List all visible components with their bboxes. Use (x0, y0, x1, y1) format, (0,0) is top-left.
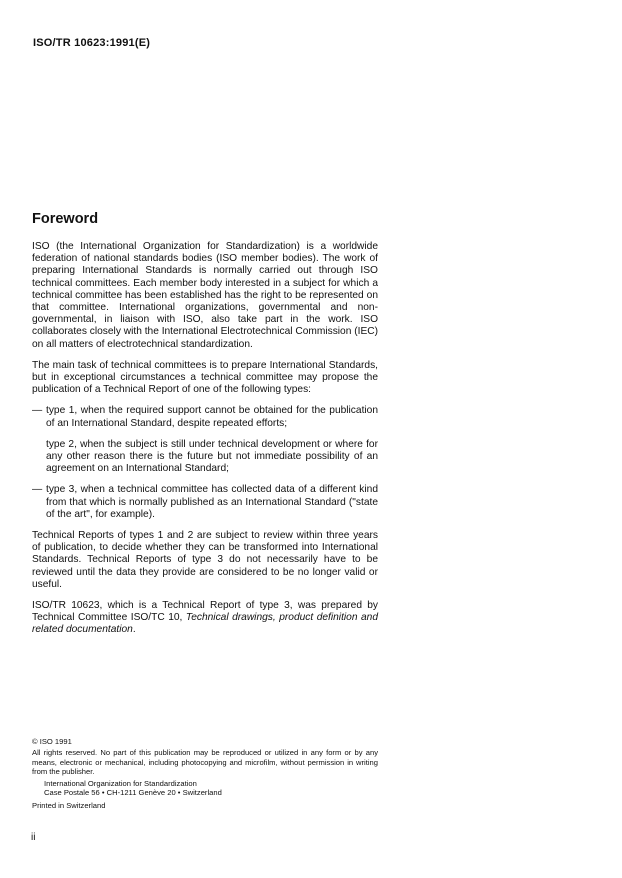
organization-address: Case Postale 56 • CH-1211 Genève 20 • Switzerland (44, 788, 222, 798)
paragraph-prepared-by (32, 600, 378, 637)
committee-title: Technical drawings, product definition and related documentation (32, 612, 379, 636)
paragraph-end: . (132, 624, 136, 636)
list-item-text: type 2, when the subject is still under technical development or where for any other reason there is the future but not immediate possibility of an agreement on an International Standard; (46, 438, 378, 475)
list-item-type1 (32, 405, 378, 429)
paragraph-iso-intro: ISO (the International Organization for Standardization) is a worldwide federation of national standards bodies (ISO member bodies). The work of preparing International Standards is normally carried out through ISO technical committees. Each member body interested in a subject for which a technical committee has been established has the right to be represented on that committee. International organizations, governmental and non-governmental, in liaison with ISO, also take part in the work. ISO collaborates closely with the International Electrotechnical Commission (IEC) on all matters of electrotechnical standardization. (32, 241, 378, 350)
list-dash: — (32, 484, 43, 496)
document-identifier: ISO/TR 10623:1991(E) (33, 37, 151, 49)
printed-in: Printed in Switzerland (32, 801, 106, 811)
rights-statement: All rights reserved. No part of this publication may be reproduced or utilized in any form or by any means, electronic or mechanical, including photocopying and microfilm, without permission in writing from the publisher. (32, 748, 378, 777)
list-item-text: type 1, when the required support cannot be obtained for the publication of an International Standard, despite repeated efforts; (46, 405, 378, 429)
list-item-type2 (32, 439, 378, 476)
copyright-notice: © ISO 1991 (32, 737, 72, 746)
paragraph-prepared-by-text: ISO/TR 10623, which is a Technical Report of type 3, was prepared by Technical Committee ISO/TC 10, (32, 600, 378, 624)
paragraph-technical-committees: The main task of technical committees is to prepare International Standards, but in exceptional circumstances a technical committee may propose the publication of a Technical Report of one of the following types: (32, 359, 378, 396)
organization-name: International Organization for Standardization (44, 778, 197, 788)
page-title: Foreword (32, 211, 99, 227)
list-item-text: type 3, when a technical committee has collected data of a different kind from that which is normally published as an International Standard ("state of the art", for example). (46, 484, 378, 520)
list-item-type3 (32, 484, 378, 521)
paragraph-review: Technical Reports of types 1 and 2 are subject to review within three years of publication, to decide whether they can be transformed into International Standards. Technical Reports of type 3 do not necessarily have to be reviewed until the data they provide are considered to be no longer valid or useful. (32, 530, 378, 590)
foreword-body (32, 241, 378, 646)
copyright-footer (32, 737, 378, 811)
list-dash: — (32, 405, 43, 417)
page-number: ii (31, 832, 36, 843)
